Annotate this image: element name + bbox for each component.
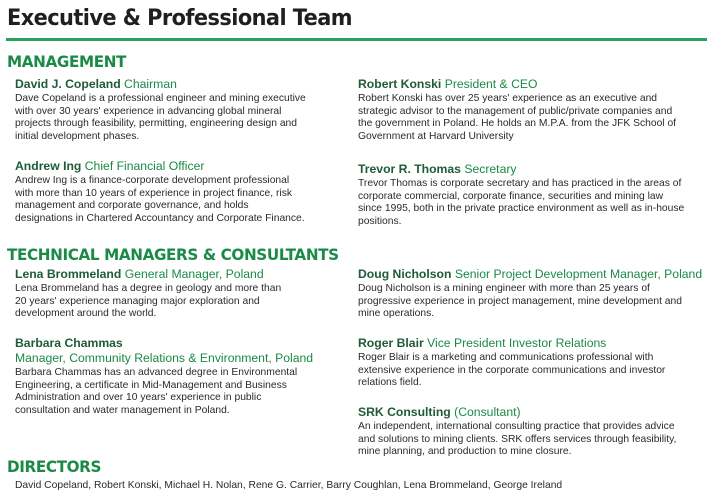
person-role: President & CEO: [444, 77, 538, 91]
person-role: (Consultant): [454, 405, 521, 419]
person-description: [15, 93, 350, 143]
section-heading-management: MANAGEMENT: [7, 52, 127, 71]
description-line: mine operations.: [358, 308, 435, 320]
description-line: mine planning, and production to mine closure.: [358, 446, 572, 458]
section-heading-technical: TECHNICAL MANAGERS & CONSULTANTS: [7, 245, 339, 264]
person-name: Andrew Ing: [15, 159, 82, 173]
person-description: [358, 178, 720, 228]
description-line: with more than 10 years of experience in project finance, risk: [15, 187, 293, 199]
description-line: designations in Chartered Accountancy and Corporate Finance.: [15, 212, 305, 224]
person-barbara-chammas: [15, 336, 350, 417]
description-line: Government at Harvard University: [358, 130, 514, 142]
person-role: Senior Project Development Manager, Poland: [454, 267, 703, 281]
description-line: positions.: [358, 215, 402, 227]
person-description: [358, 283, 720, 321]
person-andrew-ing: [15, 159, 350, 225]
person-name: Lena Brommeland: [15, 267, 122, 281]
description-line: relations field.: [358, 377, 422, 389]
description-line: Doug Nicholson is a mining engineer with more than 25 years of: [358, 283, 650, 294]
person-robert-konski: [358, 77, 720, 143]
description-line: Andrew Ing is a finance-corporate development professional: [15, 175, 290, 186]
description-line: Dave Copeland is a professional engineer and mining executive: [15, 93, 306, 104]
description-line: corporate commercial, corporate finance, securities and mining law: [358, 190, 664, 202]
section-heading-directors: DIRECTORS: [7, 457, 102, 476]
person-description: [358, 93, 720, 143]
person-name: Doug Nicholson: [358, 267, 452, 281]
description-line: and solutions to mining clients. SRK offers services through feasibility,: [358, 433, 677, 445]
person-description: [358, 421, 720, 459]
person-role: Manager, Community Relations & Environment, Poland: [15, 351, 314, 365]
person-name: Roger Blair: [358, 336, 424, 350]
person-lena-brommeland: [15, 267, 350, 321]
person-doug-nicholson: [358, 267, 720, 321]
description-line: initial development phases.: [15, 130, 140, 142]
description-line: Roger Blair is a marketing and communications professional with: [358, 352, 654, 363]
person-role: Chairman: [124, 77, 177, 91]
description-line: projects through feasibility, permitting, engineering design and: [15, 118, 297, 130]
person-role: Vice President Investor Relations: [427, 336, 607, 350]
description-line: with over 30 years' experience in advancing global mineral: [15, 105, 282, 117]
person-description: [15, 175, 350, 225]
person-name: David J. Copeland: [15, 77, 121, 91]
description-line: development around the world.: [15, 308, 157, 320]
description-line: Robert Konski has over 25 years' experience as an executive and: [358, 93, 658, 104]
description-line: progressive experience in project management, mine development and: [358, 295, 682, 307]
person-name: SRK Consulting: [358, 405, 451, 419]
description-line: management and corporate governance, and holds: [15, 200, 249, 212]
page-title: Executive & Professional Team: [7, 6, 353, 31]
person-trevor-thomas: [358, 162, 720, 228]
person-roger-blair: [358, 336, 720, 390]
person-role: Secretary: [464, 162, 517, 176]
description-line: strategic advisor to the management of public/private companies and: [358, 105, 673, 117]
person-name: Trevor R. Thomas: [358, 162, 461, 176]
person-description: [15, 283, 350, 321]
person-role: General Manager, Poland: [124, 267, 264, 281]
description-line: Lena Brommeland has a degree in geology and more than: [15, 283, 282, 294]
description-line: consultation and water management in Poland.: [15, 404, 230, 416]
person-name: Barbara Chammas: [15, 336, 123, 350]
directors-list: David Copeland, Robert Konski, Michael H. Nolan, Rene G. Carrier, Barry Coughlan, Lena Brommeland, George Ireland: [15, 480, 563, 491]
description-line: since 1995, both in the private practice environment as well as in-house: [358, 203, 685, 215]
description-line: Engineering, a certificate in Mid-Management and Business: [15, 379, 287, 391]
person-david-copeland: [15, 77, 350, 143]
person-name: Robert Konski: [358, 77, 442, 91]
person-role: Chief Financial Officer: [84, 159, 205, 173]
description-line: Barbara Chammas has an advanced degree in Environmental: [15, 367, 298, 378]
description-line: 20 years' experience managing major exploration and: [15, 295, 260, 307]
description-line: An independent, international consulting practice that provides advice: [358, 421, 675, 432]
description-line: the government in Poland. He holds an M.P.A. from the JFK School of: [358, 118, 677, 130]
description-line: Trevor Thomas is corporate secretary and has practiced in the areas of: [358, 178, 682, 189]
person-description: [15, 367, 350, 417]
description-line: Administration and over 10 years' experience in public: [15, 392, 262, 404]
person-description: [358, 352, 720, 390]
consultant-srk: [358, 405, 720, 459]
description-line: extensive experience in the corporate communications and investor: [358, 364, 666, 376]
title-divider: [6, 38, 707, 41]
